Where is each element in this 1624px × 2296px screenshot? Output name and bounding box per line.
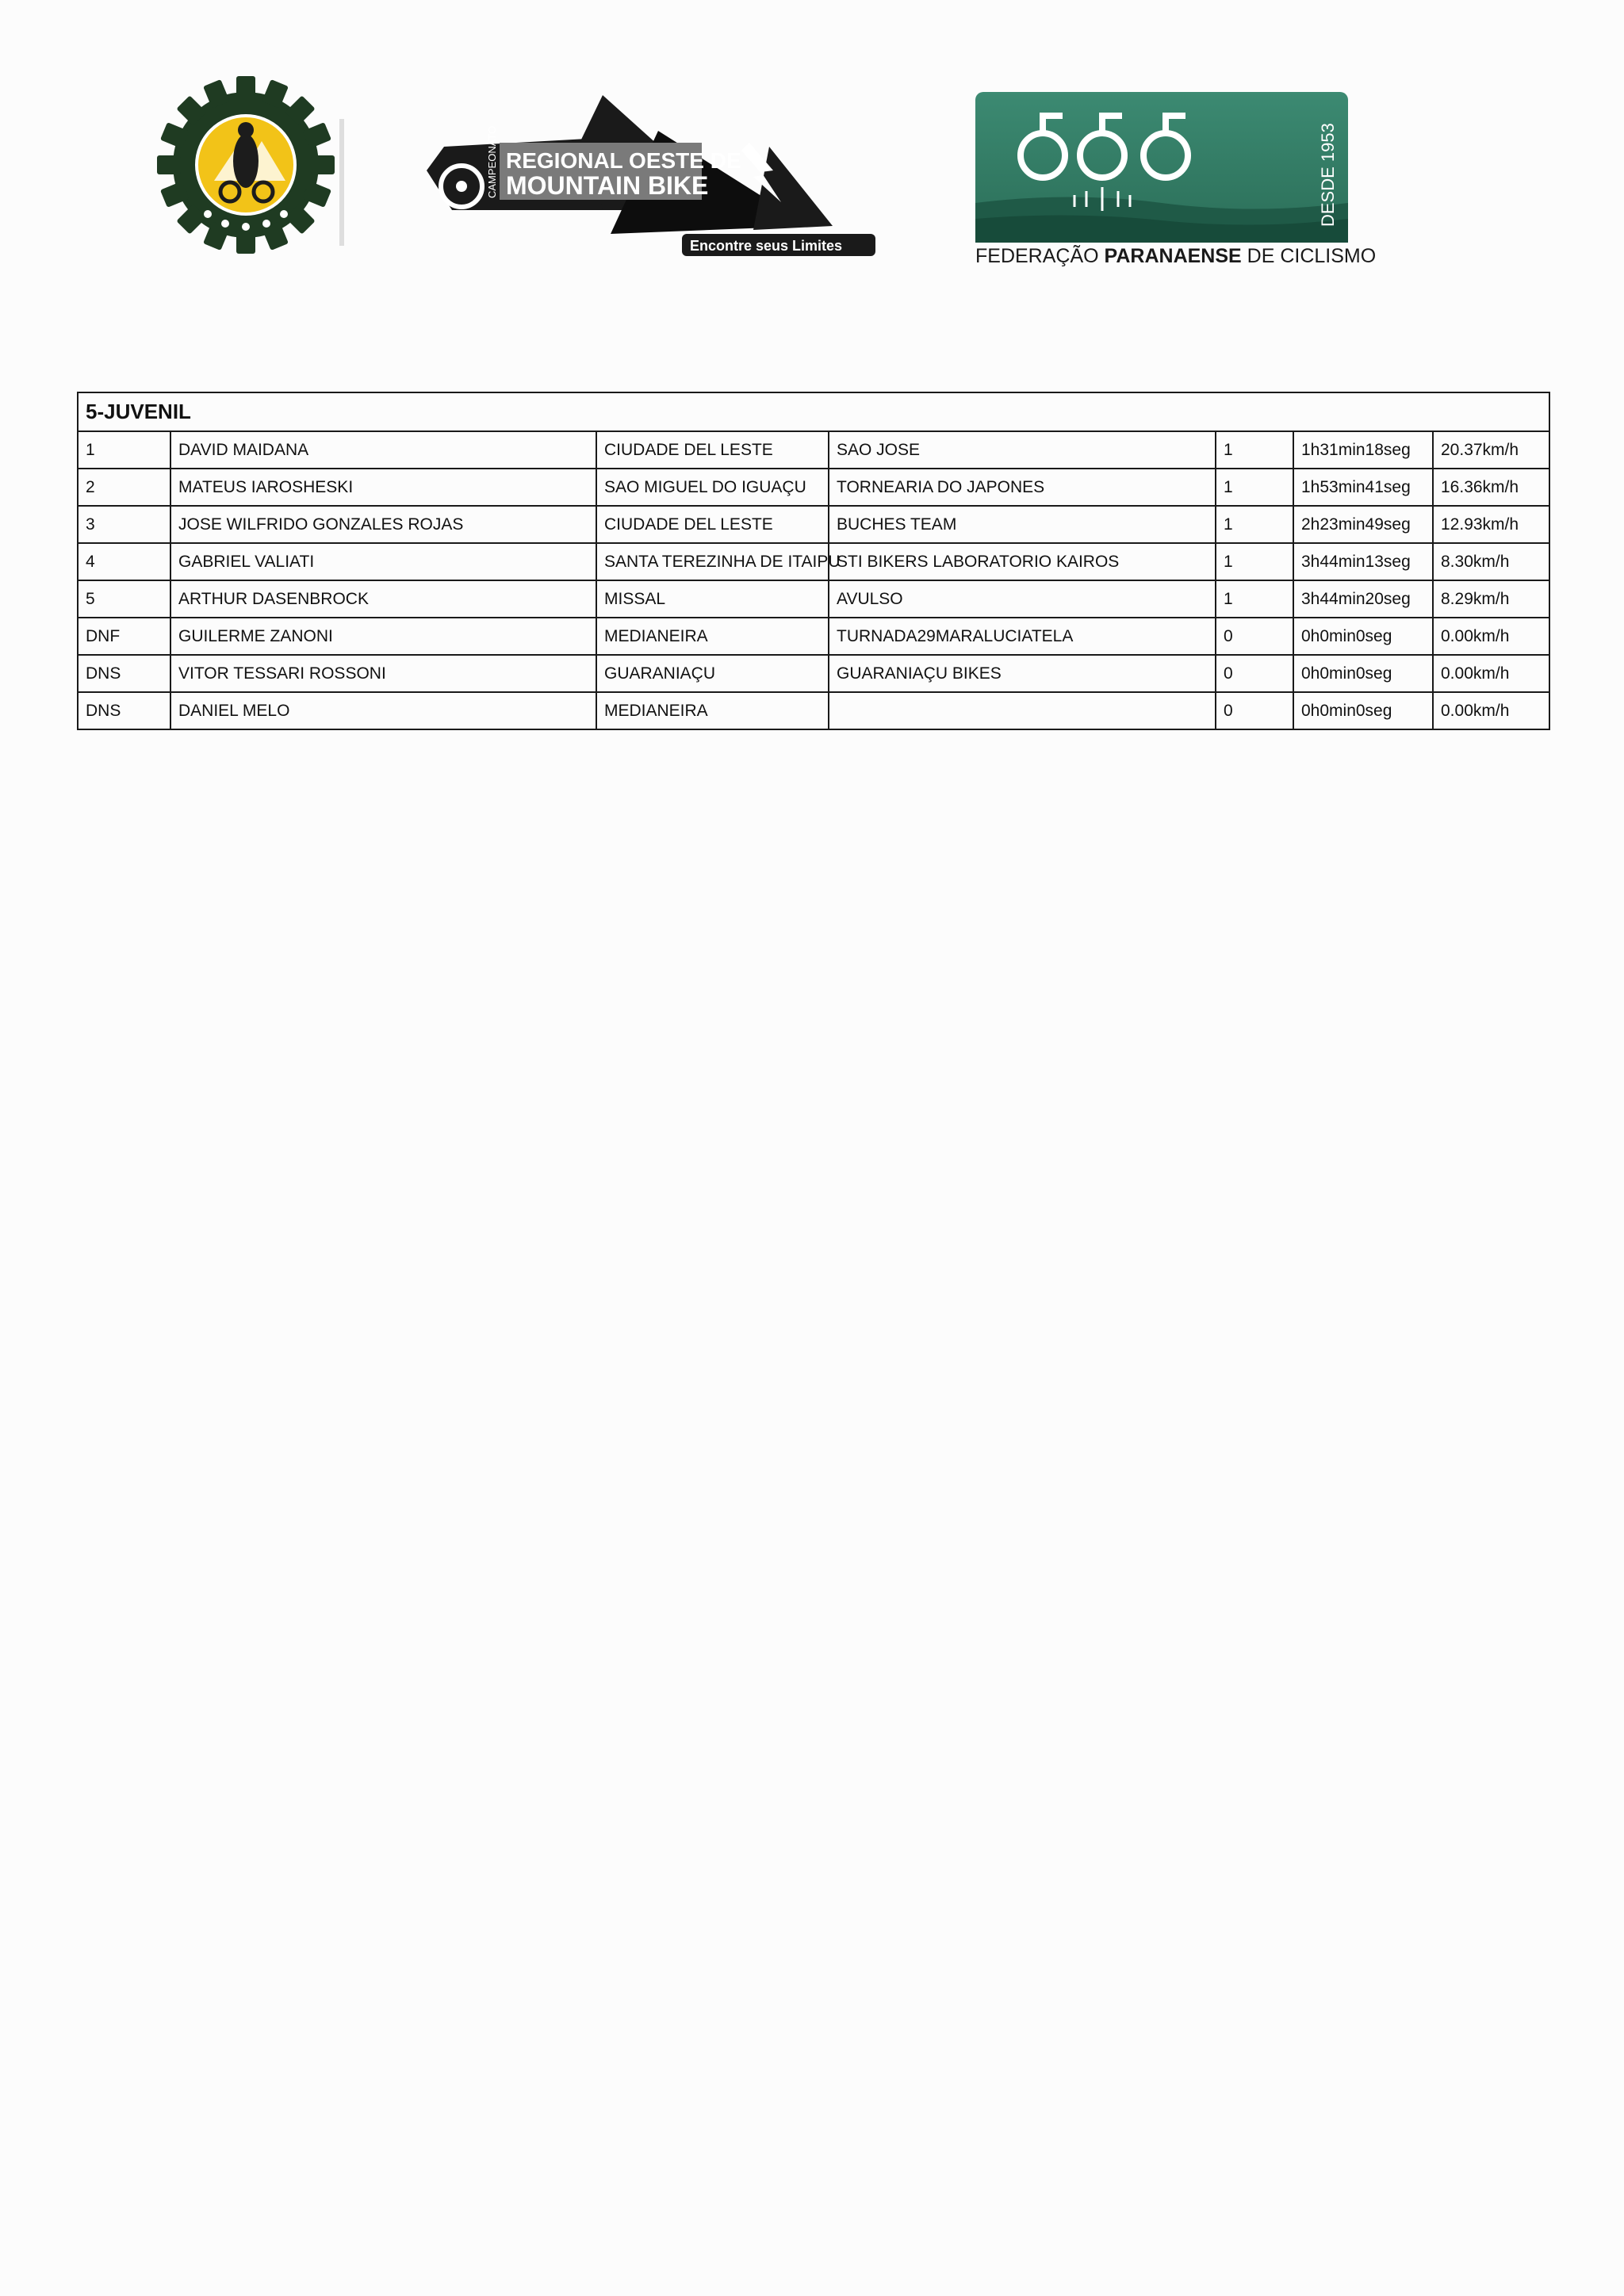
federation-since: DESDE 1953	[1318, 123, 1338, 227]
athlete-name-cell: GUILERME ZANONI	[170, 618, 596, 655]
results-table	[77, 392, 1550, 730]
athlete-name-cell: GABRIEL VALIATI	[170, 543, 596, 580]
position-cell: DNF	[78, 618, 170, 655]
city-cell: GUARANIAÇU	[596, 655, 829, 692]
table-row	[78, 580, 1549, 618]
mtb-logo-tagline: Encontre seus Limites	[690, 238, 843, 254]
city-cell: CIUDADE DEL LESTE	[596, 431, 829, 469]
speed-cell: 12.93km/h	[1433, 506, 1549, 543]
mtb-logo-line2: MOUNTAIN BIKE	[506, 171, 709, 200]
mountain-logo-icon	[420, 75, 880, 266]
team-cell	[829, 692, 1216, 729]
table-row	[78, 618, 1549, 655]
table-row	[78, 469, 1549, 506]
laps-cell: 1	[1216, 580, 1293, 618]
time-cell: 0h0min0seg	[1293, 618, 1433, 655]
position-cell: 3	[78, 506, 170, 543]
position-cell: 2	[78, 469, 170, 506]
position-cell: 4	[78, 543, 170, 580]
team-cell: AVULSO	[829, 580, 1216, 618]
category-title: 5-JUVENIL	[78, 392, 1549, 431]
speed-cell: 16.36km/h	[1433, 469, 1549, 506]
team-cell: STI BIKERS LABORATORIO KAIROS	[829, 543, 1216, 580]
speed-cell: 8.30km/h	[1433, 543, 1549, 580]
athlete-name-cell: DAVID MAIDANA	[170, 431, 596, 469]
time-cell: 2h23min49seg	[1293, 506, 1433, 543]
gear-emblem-icon	[152, 71, 360, 262]
position-cell: 1	[78, 431, 170, 469]
table-row	[78, 655, 1549, 692]
speed-cell: 0.00km/h	[1433, 655, 1549, 692]
time-cell: 3h44min13seg	[1293, 543, 1433, 580]
speed-cell: 0.00km/h	[1433, 692, 1549, 729]
laps-cell: 1	[1216, 543, 1293, 580]
city-cell: MEDIANEIRA	[596, 618, 829, 655]
mtb-championship-logo	[420, 75, 880, 266]
table-row	[78, 431, 1549, 469]
table-row	[78, 692, 1549, 729]
federation-logo	[975, 92, 1377, 267]
city-cell: SANTA TEREZINHA DE ITAIPU	[596, 543, 829, 580]
mtb-logo-line1: REGIONAL OESTE DE	[506, 148, 741, 173]
athlete-name-cell: MATEUS IAROSHESKI	[170, 469, 596, 506]
time-cell: 3h44min20seg	[1293, 580, 1433, 618]
city-cell: MEDIANEIRA	[596, 692, 829, 729]
team-cell: SAO JOSE	[829, 431, 1216, 469]
speed-cell: 0.00km/h	[1433, 618, 1549, 655]
speed-cell: 8.29km/h	[1433, 580, 1549, 618]
athlete-name-cell: VITOR TESSARI ROSSONI	[170, 655, 596, 692]
laps-cell: 0	[1216, 655, 1293, 692]
team-cell: TURNADA29MARALUCIATELA	[829, 618, 1216, 655]
speed-cell: 20.37km/h	[1433, 431, 1549, 469]
city-cell: CIUDADE DEL LESTE	[596, 506, 829, 543]
laps-cell: 1	[1216, 506, 1293, 543]
athlete-name-cell: ARTHUR DASENBROCK	[170, 580, 596, 618]
federation-emblem-icon	[975, 92, 1353, 247]
club-gear-logo	[152, 71, 360, 262]
federation-caption: FEDERAÇÃO PARANAENSE DE CICLISMO	[975, 245, 1377, 267]
time-cell: 0h0min0seg	[1293, 692, 1433, 729]
athlete-name-cell: JOSE WILFRIDO GONZALES ROJAS	[170, 506, 596, 543]
team-cell: GUARANIAÇU BIKES	[829, 655, 1216, 692]
city-cell: MISSAL	[596, 580, 829, 618]
team-cell: TORNEARIA DO JAPONES	[829, 469, 1216, 506]
header-logos	[0, 0, 1624, 285]
time-cell: 0h0min0seg	[1293, 655, 1433, 692]
laps-cell: 1	[1216, 431, 1293, 469]
position-cell: DNS	[78, 655, 170, 692]
laps-cell: 0	[1216, 692, 1293, 729]
position-cell: 5	[78, 580, 170, 618]
laps-cell: 1	[1216, 469, 1293, 506]
team-cell: BUCHES TEAM	[829, 506, 1216, 543]
athlete-name-cell: DANIEL MELO	[170, 692, 596, 729]
time-cell: 1h53min41seg	[1293, 469, 1433, 506]
laps-cell: 0	[1216, 618, 1293, 655]
category-header-row	[78, 392, 1549, 431]
time-cell: 1h31min18seg	[1293, 431, 1433, 469]
mtb-logo-side-text: CAMPEONATO	[486, 125, 498, 198]
table-row	[78, 543, 1549, 580]
position-cell: DNS	[78, 692, 170, 729]
city-cell: SAO MIGUEL DO IGUAÇU	[596, 469, 829, 506]
table-row	[78, 506, 1549, 543]
